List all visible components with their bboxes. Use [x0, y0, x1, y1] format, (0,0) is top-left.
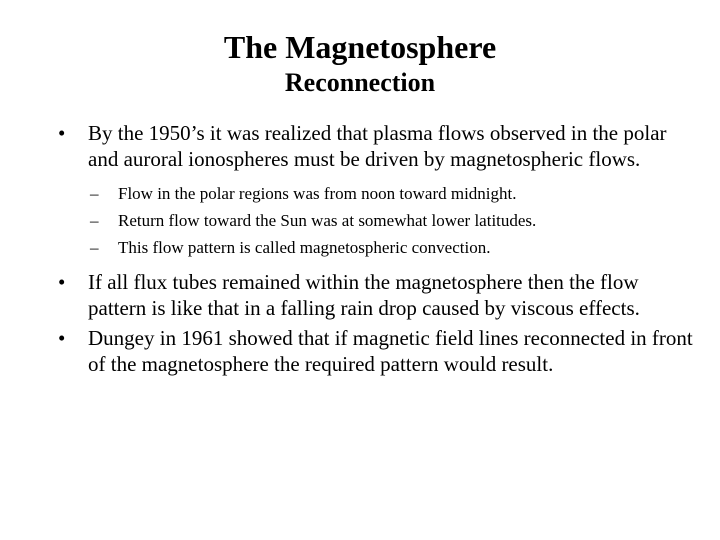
sub-bullet-marker: –: [90, 184, 99, 203]
bullet-text: By the 1950’s it was realized that plasma flows observed in the polar and auroral ionospheres must be driven by magnetospheric flows.: [88, 121, 667, 171]
bullet-item: [56, 120, 696, 261]
sub-bullet-text: Flow in the polar regions was from noon toward midnight.: [118, 184, 517, 203]
bullet-marker: •: [58, 326, 66, 350]
sub-bullet-text: Return flow toward the Sun was at somewhat lower latitudes.: [118, 211, 537, 230]
sub-bullet-item: [88, 234, 696, 261]
bullet-item: [56, 269, 696, 321]
sub-bullet-marker: –: [90, 211, 99, 230]
bullet-item: [56, 325, 696, 377]
sub-bullet-item: [88, 180, 696, 207]
title-block: [0, 27, 720, 99]
slide-subtitle: Reconnection: [284, 68, 436, 97]
sub-bullet-list: [88, 180, 696, 261]
sub-bullet-marker: –: [90, 238, 99, 257]
slide-title: The Magnetosphere: [223, 29, 497, 65]
bullet-list: [56, 120, 696, 381]
bullet-marker: •: [58, 270, 66, 294]
sub-bullet-item: [88, 207, 696, 234]
bullet-text: Dungey in 1961 showed that if magnetic field lines reconnected in front of the magnetosphere the required pattern would result.: [88, 326, 693, 376]
bullet-text: If all flux tubes remained within the magnetosphere then the flow pattern is like that in a falling rain drop caused by viscous effects.: [88, 270, 640, 320]
bullet-marker: •: [58, 121, 66, 145]
sub-bullet-text: This flow pattern is called magnetospheric convection.: [118, 238, 491, 257]
